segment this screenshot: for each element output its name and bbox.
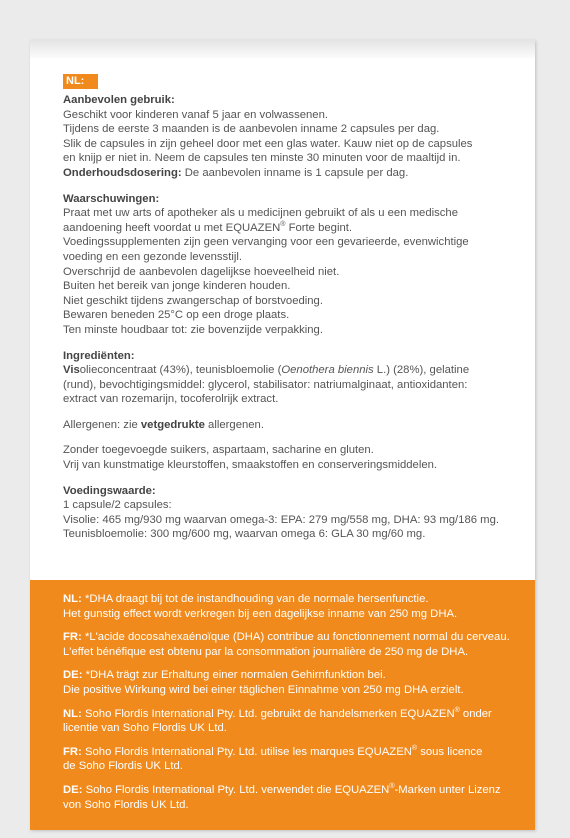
nutrition-heading: Voedingswaarde: [63, 484, 156, 497]
warning-line: Ten minste houdbaar tot: zie bovenzijde verpakking. [63, 323, 323, 336]
usage-line: Geschikt voor kinderen vanaf 5 jaar en volwassenen. [63, 108, 328, 121]
registered-mark: ® [280, 220, 286, 228]
maintenance-label: Onderhoudsdosering: [63, 166, 182, 179]
allergen-fish: Vis [63, 364, 80, 377]
claim-line [63, 592, 515, 607]
warnings-section [63, 192, 507, 338]
trademark-de [63, 783, 515, 812]
package-back [30, 40, 535, 830]
claim-text: *L'acide docosahexaénoïque (DHA) contribue au fonctionnement normal du cerveau. [81, 631, 510, 644]
trademark-text: -Marken unter Lizenz [394, 783, 501, 796]
claim-nl [63, 592, 515, 621]
nutrition-line: 1 capsule/2 capsules: [63, 499, 172, 512]
multilingual-claims-panel [30, 580, 535, 830]
claim-line: Die positive Wirkung wird bei einer täglichen Einnahme von 250 mg DHA erzielt. [63, 683, 464, 696]
claim-text: *DHA trägt zur Erhaltung einer normalen Gehirnfunktion bei. [82, 669, 386, 682]
lang-label: FR: [63, 745, 82, 758]
warning-line: Voedingssupplementen zijn geen vervanging voor een gevarieerde, evenwichtige [63, 236, 469, 249]
claim-line: Het gunstig effect wordt verkregen bij een dagelijkse inname van 250 mg DHA. [63, 607, 458, 620]
allergens-line [63, 418, 507, 433]
ingredients-text: olieconcentraat (43%), teunisbloemolie ( [79, 364, 282, 377]
lang-label: DE: [63, 669, 83, 682]
warning-line: Praat met uw arts of apotheker als u medicijnen gebruikt of als u een medische [63, 207, 458, 220]
trademark-fr [63, 745, 515, 774]
claim-line [63, 630, 515, 645]
lang-label: NL: [63, 707, 82, 720]
claim-fr [63, 630, 515, 659]
maintenance-text: De aanbevolen inname is 1 capsule per dag. [181, 166, 409, 179]
trademark-text: onder [459, 707, 492, 720]
nl-language-badge: NL: [63, 74, 98, 89]
allergens-section [63, 418, 507, 433]
allergens-text: allergenen. [204, 418, 264, 431]
usage-line: Tijdens de eerste 3 maanden is de aanbevolen inname 2 capsules per dag. [63, 123, 440, 136]
trademark-line: licentie van Soho Flordis UK Ltd. [63, 722, 227, 735]
claim-line [63, 668, 515, 683]
nutrition-line: Visolie: 465 mg/930 mg waarvan omega-3: EPA: 279 mg/558 mg, DHA: 93 mg/186 mg. [63, 513, 499, 526]
claim-line: L'effet bénéfique est obtenu par la consommation journalière de 250 mg de DHA. [63, 645, 469, 658]
maintenance-dose [63, 166, 507, 181]
trademark-nl [63, 707, 515, 736]
claim-de [63, 668, 515, 697]
warning-text: aandoening heeft voordat u met EQUAZEN [63, 221, 281, 234]
ingredients-section [63, 349, 507, 407]
registered-mark: ® [389, 783, 395, 791]
lang-label: DE: [63, 783, 83, 796]
free-from-section [63, 443, 507, 472]
lang-label: NL: [63, 593, 82, 605]
usage-section [63, 93, 507, 181]
ingredients-heading: Ingrediënten: [63, 349, 135, 362]
warning-line: Bewaren beneden 25°C op een droge plaats. [63, 309, 290, 322]
dutch-info-panel [30, 58, 535, 580]
warning-line: Buiten het bereik van jonge kinderen houden. [63, 280, 291, 293]
trademark-text: Soho Flordis International Pty. Ltd. utilise les marques EQUAZEN [81, 745, 412, 758]
trademark-text: Soho Flordis International Pty. Ltd. verwendet die EQUAZEN [82, 783, 390, 796]
ingredients-line: (rund), bevochtigingsmiddel: glycerol, stabilisator: natriumalginaat, antioxidanten: [63, 378, 468, 391]
latin-name: Oenothera biennis [281, 364, 374, 377]
trademark-line [63, 745, 515, 760]
warning-line: voeding en een gezonde levensstijl. [63, 250, 242, 263]
usage-line: Slik de capsules in zijn geheel door met een glas water. Kauw niet op de capsules [63, 137, 473, 150]
trademark-text: sous licence [417, 745, 483, 758]
trademark-line: von Soho Flordis UK Ltd. [63, 798, 189, 811]
free-from-line: Vrij van kunstmatige kleurstoffen, smaakstoffen en conserveringsmiddelen. [63, 459, 438, 472]
ingredients-line [63, 363, 507, 378]
warning-line: Niet geschikt tijdens zwangerschap of borstvoeding. [63, 294, 323, 307]
allergens-bold-word: vetgedrukte [140, 418, 205, 431]
registered-mark: ® [411, 744, 418, 752]
registered-mark: ® [454, 706, 460, 714]
free-from-line: Zonder toegevoegde suikers, aspartaam, sacharine en gluten. [63, 444, 374, 457]
warning-line: Overschrijd de aanbevolen dagelijkse hoeveelheid niet. [63, 265, 340, 278]
trademark-text: Soho Flordis International Pty. Ltd. gebruikt de handelsmerken EQUAZEN [81, 707, 455, 720]
trademark-line [63, 783, 515, 798]
warning-text: Forte begint. [285, 221, 353, 234]
warning-line [63, 221, 507, 236]
ingredients-line: extract van rozemarijn, tocoferolrijk extract. [63, 393, 279, 406]
package-top-edge [30, 40, 535, 58]
usage-heading: Aanbevolen gebruik: [63, 94, 175, 106]
usage-line: en knijp er niet in. Neem de capsules ten minste 30 minuten voor de maaltijd in. [63, 152, 461, 165]
claim-text: *DHA draagt bij tot de instandhouding van de normale hersenfunctie. [81, 593, 429, 605]
nutrition-line: Teunisbloemolie: 300 mg/600 mg, waarvan omega 6: GLA 30 mg/60 mg. [63, 528, 426, 541]
allergens-text: Allergenen: zie [63, 418, 141, 431]
nutrition-section [63, 484, 507, 542]
warnings-heading: Waarschuwingen: [63, 192, 160, 205]
lang-label: FR: [63, 631, 82, 644]
trademark-line [63, 707, 515, 722]
trademark-line: de Soho Flordis UK Ltd. [63, 760, 183, 773]
ingredients-text: L.) (28%), gelatine [373, 364, 470, 377]
